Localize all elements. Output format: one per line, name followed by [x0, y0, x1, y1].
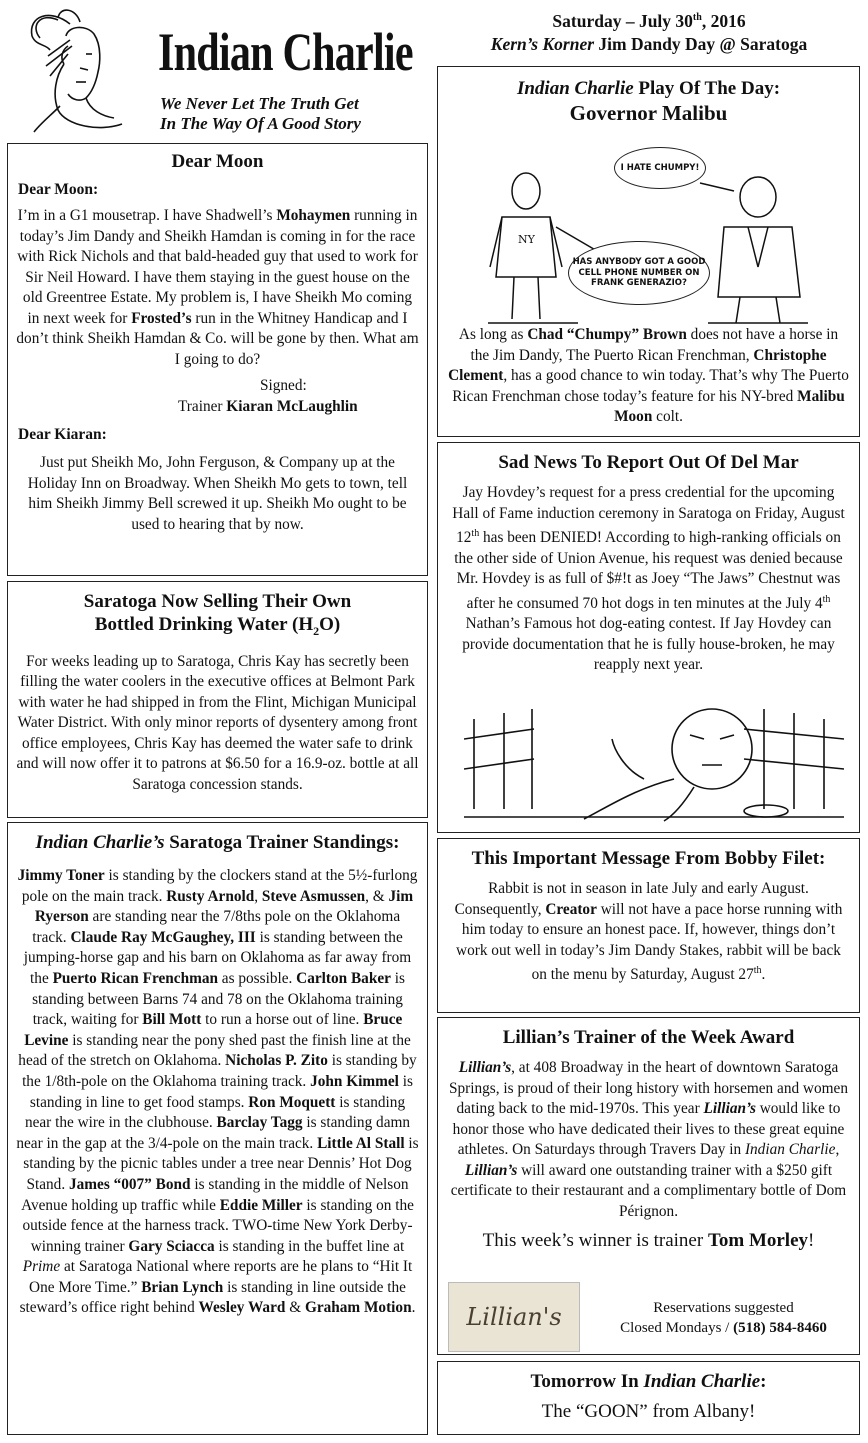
text-segment: colt.	[652, 408, 683, 425]
lillian-title: Lillian’s Trainer of the Week Award	[502, 1027, 795, 1048]
lillian-body	[448, 1058, 849, 1222]
text-segment: .	[411, 1299, 416, 1317]
speech-bubble-chumpy: I HATE CHUMPY!	[614, 147, 706, 189]
bold-name: Creator	[545, 900, 597, 918]
bobby-title: This Important Message From Bobby Filet:	[471, 848, 826, 869]
bobby-body	[448, 879, 849, 986]
text-segment: Nathan’s Famous hot dog-eating contest. If Jay Hovdey can provide documentation that he is fully house-broken, he may reapply next year.	[462, 615, 835, 674]
bold-name: Bill Mott	[142, 1011, 202, 1029]
text-segment: is standing near the wire in the clubhouse.	[24, 1093, 406, 1132]
text-segment: is standing in the buffet line at	[214, 1237, 405, 1255]
masthead	[0, 0, 430, 140]
tomorrow-body: The “GOON” from Albany!	[541, 1401, 756, 1422]
text-segment: would like to honor those who have dedicated their lives to these great equine athletes. On Saturdays through Travers Day in	[452, 1100, 845, 1158]
text-segment: is standing between Barns 74 and 78 on the Oklahoma training track, waiting for	[32, 969, 405, 1029]
text-segment: is standing damn near in the gap at the 3/4-pole on the main track.	[16, 1114, 411, 1152]
dear-moon-box	[7, 143, 428, 576]
lillian-winner: This week’s winner is trainer Tom Morley!	[482, 1230, 815, 1251]
delmar-body	[448, 483, 849, 676]
bold-name: James “007” Bond	[68, 1175, 191, 1193]
text-segment: as possible.	[217, 969, 297, 987]
issue-date: Saturday – July 30th, 2016	[552, 10, 746, 31]
bold-name: John Kimmel	[310, 1072, 399, 1090]
text-segment: is standing by the clockers stand at the 5½-furlong pole on the main track.	[21, 867, 418, 905]
masthead-title: Indian Charlie	[158, 22, 413, 82]
masthead-tagline-2: In The Way Of A Good Story	[160, 114, 361, 133]
text-segment: ,	[254, 887, 262, 905]
dear-moon-title: Dear Moon	[171, 151, 264, 172]
bold-name: Nicholas P. Zito	[225, 1052, 328, 1070]
bold-name: Little Al Stall	[317, 1134, 405, 1152]
play-body	[448, 325, 849, 428]
bold-name: Eddie Miller	[219, 1196, 303, 1214]
text-segment: will award one outstanding trainer with a $250 gift certificate to their restaurant and a complimentary bottle of Dom Pérignon.	[450, 1161, 847, 1220]
text-segment: is standing in line to get food stamps.	[29, 1072, 413, 1111]
dear-moon-signer: Trainer Kiaran McLaughlin	[178, 397, 358, 415]
text-segment: ,	[835, 1141, 840, 1158]
text-segment: , has a good chance to win today. That’s why The Puerto Rican Frenchman chose today’s feature for his NY-bred	[452, 367, 849, 405]
play-horse: Governor Malibu	[569, 101, 728, 125]
dear-moon-salutation: Dear Moon:	[18, 181, 99, 198]
bold-name: Lillian’s	[458, 1059, 512, 1076]
play-title: Indian Charlie Play Of The Day:	[516, 78, 781, 99]
tomorrow-title: Tomorrow In Indian Charlie:	[530, 1371, 767, 1392]
text-segment: are standing near the 7/8ths pole on the Oklahoma track.	[32, 908, 401, 946]
text-segment: at Saratoga National where reports are he plans to “Hit It One More Time.”	[29, 1258, 413, 1296]
delmar-title: Sad News To Report Out Of Del Mar	[498, 452, 799, 473]
dear-moon-letter	[16, 206, 419, 370]
bold-name: Rusty Arnold	[166, 887, 255, 905]
water-body: For weeks leading up to Saratoga, Chris Kay has secretly been filling the water coolers in the executive offices at Belmont Park with water he had shipped in from the Flint, Michigan Municipal Water District. With only minor reports of dysentery among front office employees, Chris Kay has deemed the water safe to drink and will now offer it to patrons at $6.50 for a 16.9-oz. bottle at all Saratoga concession stands.	[16, 652, 419, 793]
text-segment: is standing near the pony shed past the finish line at the head of the stretch on Oklahoma.	[18, 1031, 411, 1070]
bold-name: Claude Ray McGaughey, III	[70, 928, 256, 946]
bold-name: Jim Ryerson	[34, 887, 414, 926]
bold-name: Lillian’s	[703, 1100, 756, 1117]
bold-name: Gary Sciacca	[128, 1237, 215, 1255]
text-segment: is standing by the 1/8th-pole on the Oklahoma training track.	[22, 1052, 417, 1090]
bold-name: Lillian’s	[464, 1161, 518, 1179]
text-segment: running in today’s Jim Dandy and Sheikh Hamdan is coming in for the race with Rick Nichols and that bald-headed guy that used to work for Sir Neil Howard. I have them staying in the guest house on the old Greentree Estate. My problem is, I have Sheikh Mo coming in next week for	[17, 207, 418, 327]
standings-box	[7, 822, 428, 1435]
issue-subtitle: Kern’s Korner Jim Dandy Day @ Saratoga	[490, 33, 808, 54]
water-box	[7, 581, 428, 818]
bold-name: Graham Motion	[304, 1299, 412, 1317]
bobby-box	[437, 838, 860, 1013]
text-segment: th	[471, 528, 480, 539]
text-segment: is standing by the picnic tables under a tree near Dennis’ Hot Dog Stand.	[23, 1134, 419, 1193]
dear-moon-signed: Signed:	[260, 377, 307, 394]
text-segment: does not have a horse in the Jim Dandy, The Puerto Rican Frenchman,	[470, 326, 839, 364]
lillian-box	[437, 1017, 860, 1355]
text-segment: is standing between the jumping-horse gap and his barn on Oklahoma as far away from the	[23, 928, 412, 987]
play-of-day-box	[437, 66, 860, 437]
text-segment: &	[285, 1299, 305, 1317]
text-segment: , &	[365, 887, 389, 905]
dear-kiaran-reply: Just put Sheikh Mo, John Ferguson, & Company up at the Holiday Inn on Broadway. When Sheikh Mo gets to town, tell him Sheikh Jimmy Bell screwed it up. Sheikh Mo ought to be used to hearing that by now.	[27, 454, 408, 533]
bold-name: Mohaymen	[276, 207, 351, 224]
issue-header	[437, 6, 861, 56]
lillian-reservations: Reservations suggested	[653, 1300, 794, 1316]
bold-name: Bruce Levine	[24, 1011, 403, 1049]
text-segment: , at 408 Broadway in the heart of downtown Saratoga Springs, is proud of their long history with horsemen and women dating back to the mid-1970s. This year	[449, 1059, 848, 1117]
bold-name: Carlton Baker	[296, 969, 391, 987]
text-segment: Rabbit is not in season in late July and early August. Consequently,	[454, 880, 809, 918]
bold-name: Frosted’s	[131, 309, 192, 327]
tomorrow-box	[437, 1361, 860, 1435]
lillians-logo: Lillian's	[448, 1282, 580, 1352]
standings-title: Indian Charlie’s Saratoga Trainer Standings:	[35, 832, 400, 853]
masthead-tagline-1: We Never Let The Truth Get	[160, 94, 359, 113]
delmar-box	[437, 442, 860, 833]
text-segment: I’m in a G1 mousetrap. I have Shadwell’s	[17, 207, 277, 224]
text-segment: run in the Whitney Handicap and I don’t think Sheikh Hamdan & Co. will be gone by then. What am I going to do?	[16, 309, 419, 368]
water-title-line2: Bottled Drinking Water $(H_2O)$	[94, 614, 341, 638]
text-segment: .	[761, 966, 766, 984]
water-title-line1: Saratoga Now Selling Their Own	[83, 591, 352, 612]
indian-head-logo	[10, 6, 150, 138]
dog-cartoon	[464, 699, 844, 829]
text-segment: will not have a pace horse running with him today to ensure an honest pace. If, however, things don’t work out well in today’s Jim Dandy Stakes, rabbit will be back on the menu by Saturday, August 27	[456, 900, 843, 984]
bold-name: Steve Asmussen	[261, 887, 366, 905]
text-segment: th	[753, 965, 762, 976]
bold-name: Puerto Rican Frenchman	[52, 969, 218, 987]
standings-body	[16, 866, 419, 1319]
speech-bubble-generazio: HAS ANYBODY GOT A GOOD CELL PHONE NUMBER ON FRANK GENERAZIO?	[568, 241, 710, 305]
bold-name: Chad “Chumpy” Brown	[527, 326, 687, 343]
text-segment: As long as	[458, 326, 528, 343]
text-segment: Prime	[22, 1258, 61, 1276]
text-segment: to run a horse out of line.	[201, 1011, 364, 1029]
bold-name: Barclay Tagg	[216, 1114, 303, 1132]
svg-text:NY: NY	[518, 233, 535, 246]
bold-name: Malibu Moon	[614, 387, 845, 425]
dear-kiaran-salutation: Dear Kiaran:	[18, 426, 107, 443]
bold-name: Wesley Ward	[198, 1299, 286, 1317]
text-segment: is standing on the outside fence at the harness track. TWO-time New York Derby-winning trainer	[22, 1196, 414, 1255]
bold-name: Brian Lynch	[141, 1278, 224, 1296]
bold-name: Ron Moquett	[248, 1093, 336, 1111]
text-segment: Jay Hovdey’s request for a press credential for the upcoming Hall of Fame induction ceremony in Saratoga on Friday, August 12	[452, 484, 845, 547]
text-segment: is standing in line outside the steward’s office right behind	[19, 1278, 406, 1317]
text-segment: has been DENIED! According to high-ranking officials on the other side of Union Avenue, his request was denied because Mr. Hovdey is as full of $#!t as Joey “The Jaws” Chestnut was after he consumed 70 hot dogs in ten minutes at the July 4	[454, 529, 843, 612]
bold-name: Christophe Clement	[448, 346, 827, 384]
text-segment: th	[822, 593, 831, 605]
bold-name: Jimmy Toner	[17, 867, 105, 884]
text-segment: is standing in the middle of Nelson Avenue holding up traffic while	[21, 1175, 409, 1214]
text-segment: Indian Charlie	[744, 1141, 836, 1158]
lillian-closed: Closed Mondays / (518) 584-8460	[620, 1320, 827, 1336]
